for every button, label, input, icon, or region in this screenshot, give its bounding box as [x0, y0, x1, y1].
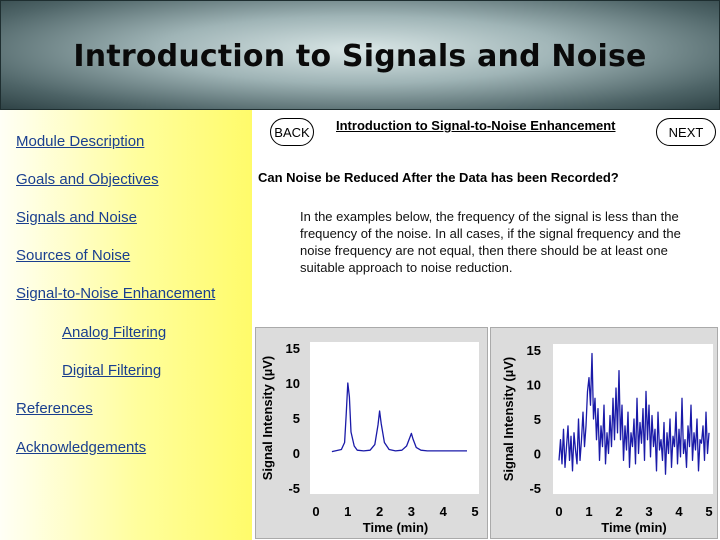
- plot-area: [553, 344, 713, 494]
- y-tick-label: -5: [288, 481, 300, 496]
- y-tick-label: -5: [529, 481, 541, 496]
- y-tick-label: 0: [533, 446, 541, 462]
- x-tick-label: 5: [705, 504, 713, 519]
- x-tick-label: 2: [375, 504, 384, 519]
- next-button[interactable]: NEXT: [656, 118, 716, 146]
- plot-area: [310, 342, 479, 494]
- x-tick-label: 4: [675, 504, 683, 519]
- chart-noisy-signal-svg: [491, 328, 719, 540]
- x-tick-label: 1: [344, 504, 352, 519]
- x-tick-label: 1: [585, 504, 593, 519]
- y-tick-label: 15: [285, 341, 300, 356]
- sidebar-item-signals-and-noise[interactable]: Signals and Noise: [16, 209, 137, 226]
- sidebar-item-acknowledgements[interactable]: Acknowledgements: [16, 439, 147, 456]
- y-tick-label: 5: [292, 411, 300, 426]
- chart-clean-signal: [255, 327, 488, 539]
- header-banner: [0, 0, 720, 110]
- x-axis-label: Time (min): [362, 520, 429, 535]
- chart-clean-signal-svg: [256, 328, 489, 540]
- sidebar-item-references[interactable]: References: [16, 400, 93, 417]
- sidebar-item-goals-and-objectives[interactable]: Goals and Objectives: [16, 171, 159, 188]
- sidebar-item-digital-filtering[interactable]: Digital Filtering: [62, 362, 162, 379]
- x-axis-label: Time (min): [601, 520, 667, 535]
- y-axis-label: Signal Intensity (µV): [260, 355, 275, 481]
- x-tick-label: 3: [645, 504, 653, 519]
- back-button[interactable]: BACK: [270, 118, 314, 146]
- y-axis-label: Signal Intensity (µV): [501, 356, 516, 482]
- section-link[interactable]: Introduction to Signal-to-Noise Enhancement: [336, 118, 616, 133]
- section-question: Can Noise be Reduced After the Data has been Recorded?: [258, 170, 619, 185]
- y-tick-label: 15: [526, 343, 541, 358]
- y-tick-label: 10: [285, 376, 300, 391]
- x-tick-label: 4: [439, 504, 447, 519]
- y-tick-label: 5: [533, 412, 541, 427]
- x-tick-label: 0: [555, 504, 563, 519]
- y-tick-label: 10: [526, 377, 541, 393]
- sidebar-item-signal-to-noise-enhancement[interactable]: Signal-to-Noise Enhancement: [16, 285, 216, 302]
- x-tick-label: 3: [407, 504, 416, 519]
- sidebar: [0, 110, 252, 540]
- chart-noisy-signal: [490, 327, 718, 539]
- x-tick-label: 2: [615, 504, 623, 519]
- sidebar-item-analog-filtering[interactable]: Analog Filtering: [62, 324, 167, 341]
- sidebar-item-module-description[interactable]: Module Description: [16, 133, 145, 150]
- page-title: Introduction to Signals and Noise: [73, 39, 647, 74]
- x-tick-label: 5: [471, 504, 479, 519]
- y-tick-label: 0: [292, 446, 300, 461]
- body-paragraph: In the examples below, the frequency of the signal is less than the frequency of the noise. In all cases, if the signal frequency and the noise frequency are not equal, then there should be at least one suitable approach to noise reduction.: [300, 209, 681, 275]
- sidebar-item-sources-of-noise[interactable]: Sources of Noise: [16, 247, 131, 264]
- x-tick-label: 0: [312, 504, 320, 519]
